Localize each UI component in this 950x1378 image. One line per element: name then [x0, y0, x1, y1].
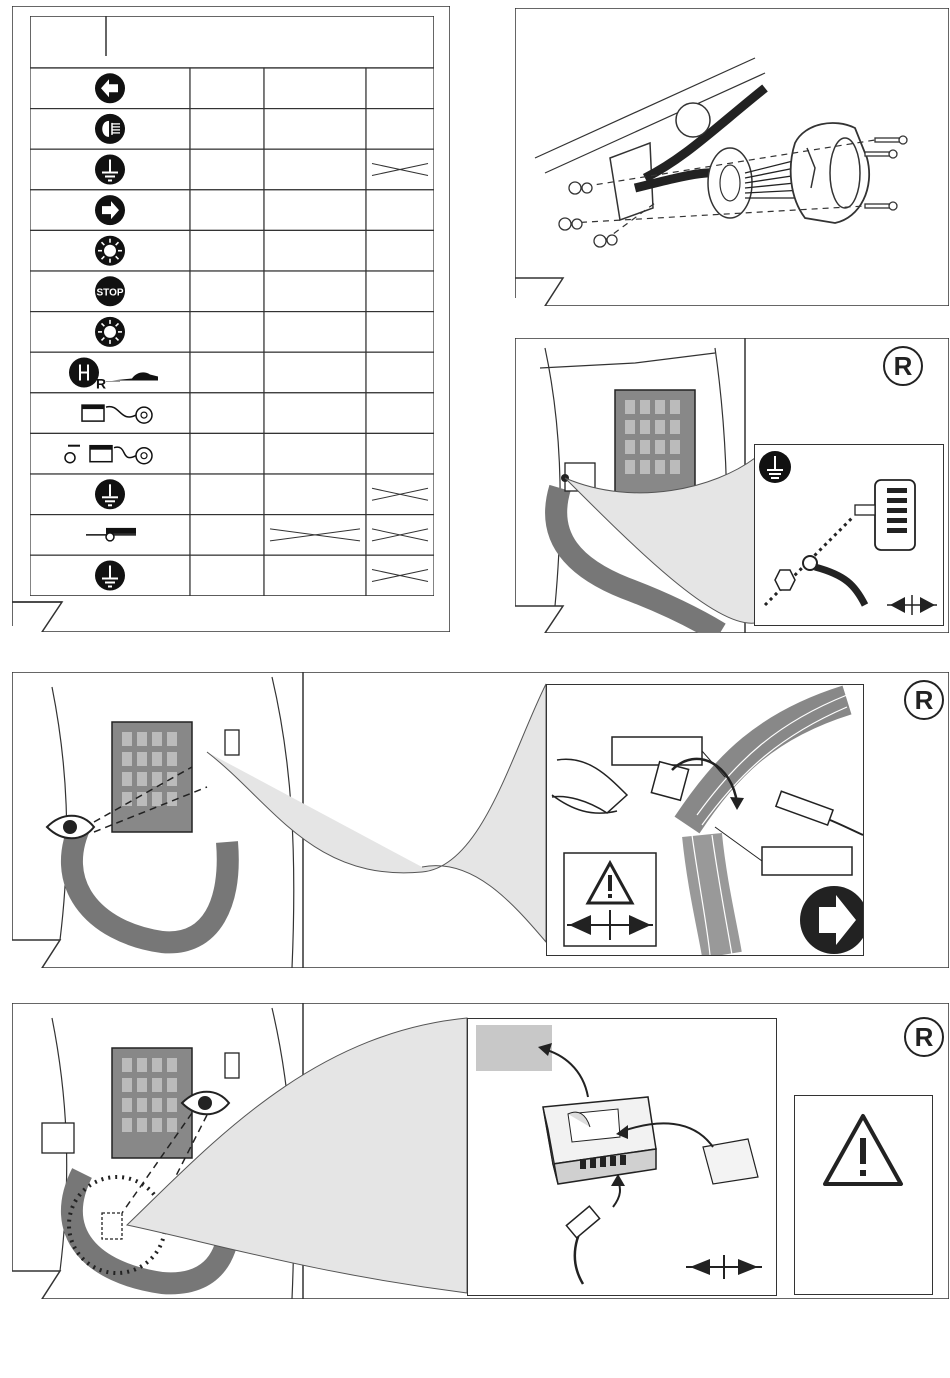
rear-fog-light-icon: [95, 114, 125, 144]
connector-plug-panel: [12, 672, 949, 968]
table-row: [30, 271, 434, 312]
table-cell: [366, 230, 434, 271]
table-row: [30, 149, 434, 190]
ground-detail-illustration: [755, 445, 943, 625]
module-detail-illustration: [468, 1019, 776, 1295]
table-cell: [190, 352, 264, 393]
table-cell: [366, 352, 434, 393]
table-row: [30, 555, 434, 596]
socket-mounting-illustration: [515, 8, 949, 306]
table-row: [30, 230, 434, 271]
warning-triangle-icon: [795, 1096, 932, 1294]
table-cell: [264, 68, 366, 109]
table-cell: [366, 109, 434, 150]
table-cell: [190, 230, 264, 271]
table-cell: [264, 555, 366, 596]
table-cell: [264, 271, 366, 312]
table-header: [30, 16, 434, 68]
table-cell: [190, 474, 264, 515]
table-cell: [190, 393, 264, 434]
table-cell: [264, 149, 366, 190]
table-cell: [190, 433, 264, 474]
table-row: [30, 68, 434, 109]
ground-icon: [95, 155, 125, 185]
table-cell: [190, 109, 264, 150]
socket-mounting-panel: [515, 8, 949, 306]
table-cell: [366, 190, 434, 231]
table-cell: [190, 271, 264, 312]
table-cell: [264, 109, 366, 150]
table-row: [30, 109, 434, 150]
table-row: [30, 393, 434, 434]
table-cell: [30, 393, 190, 434]
table-cell: [264, 474, 366, 515]
table-cell: [190, 68, 264, 109]
reverse-letter: R: [96, 375, 107, 392]
table-cell: [366, 312, 434, 353]
table-cell: [264, 433, 366, 474]
tail-light-left-icon: [95, 236, 125, 266]
table-cell: [264, 190, 366, 231]
warning-box: [794, 1095, 933, 1295]
stop-text: STOP: [96, 287, 124, 299]
table-row: [30, 433, 434, 474]
table-cell: [30, 352, 190, 393]
ground-detail-box: [754, 444, 944, 626]
module-installation-panel: [12, 1003, 949, 1299]
stop-light-icon: [95, 276, 125, 306]
right-turn-indicator-icon: [95, 195, 125, 225]
ground-icon: [95, 561, 125, 591]
table-cell: [264, 393, 366, 434]
ground-icon: [95, 479, 125, 509]
table-row: [30, 515, 434, 556]
table-cell: [366, 433, 434, 474]
table-cell: [366, 393, 434, 434]
panel-marker-badge: R: [904, 680, 944, 720]
panel-marker-badge: R: [883, 346, 923, 386]
table-cell: [190, 312, 264, 353]
table-row: [30, 352, 434, 393]
wiring-table: [30, 16, 434, 596]
table-row: [30, 312, 434, 353]
tail-light-right-icon: [95, 317, 125, 347]
table-row: [30, 190, 434, 231]
table-cell: [264, 312, 366, 353]
connector-detail-box: [546, 684, 864, 956]
table-row: [30, 474, 434, 515]
fog-circle: [95, 114, 125, 144]
wiring-table-grid: [30, 16, 434, 596]
table-cell: [366, 271, 434, 312]
connector-detail-illustration: [547, 685, 863, 955]
table-cell: [366, 68, 434, 109]
panel-marker-badge: R: [904, 1017, 944, 1057]
table-cell: [190, 555, 264, 596]
table-cell: [190, 515, 264, 556]
table-cell: [190, 149, 264, 190]
ground-connection-panel: [515, 338, 949, 633]
table-cell: [264, 352, 366, 393]
table-cell: [190, 190, 264, 231]
module-detail-box: [467, 1018, 777, 1296]
left-turn-indicator-icon: [95, 73, 125, 103]
table-cell: [264, 230, 366, 271]
